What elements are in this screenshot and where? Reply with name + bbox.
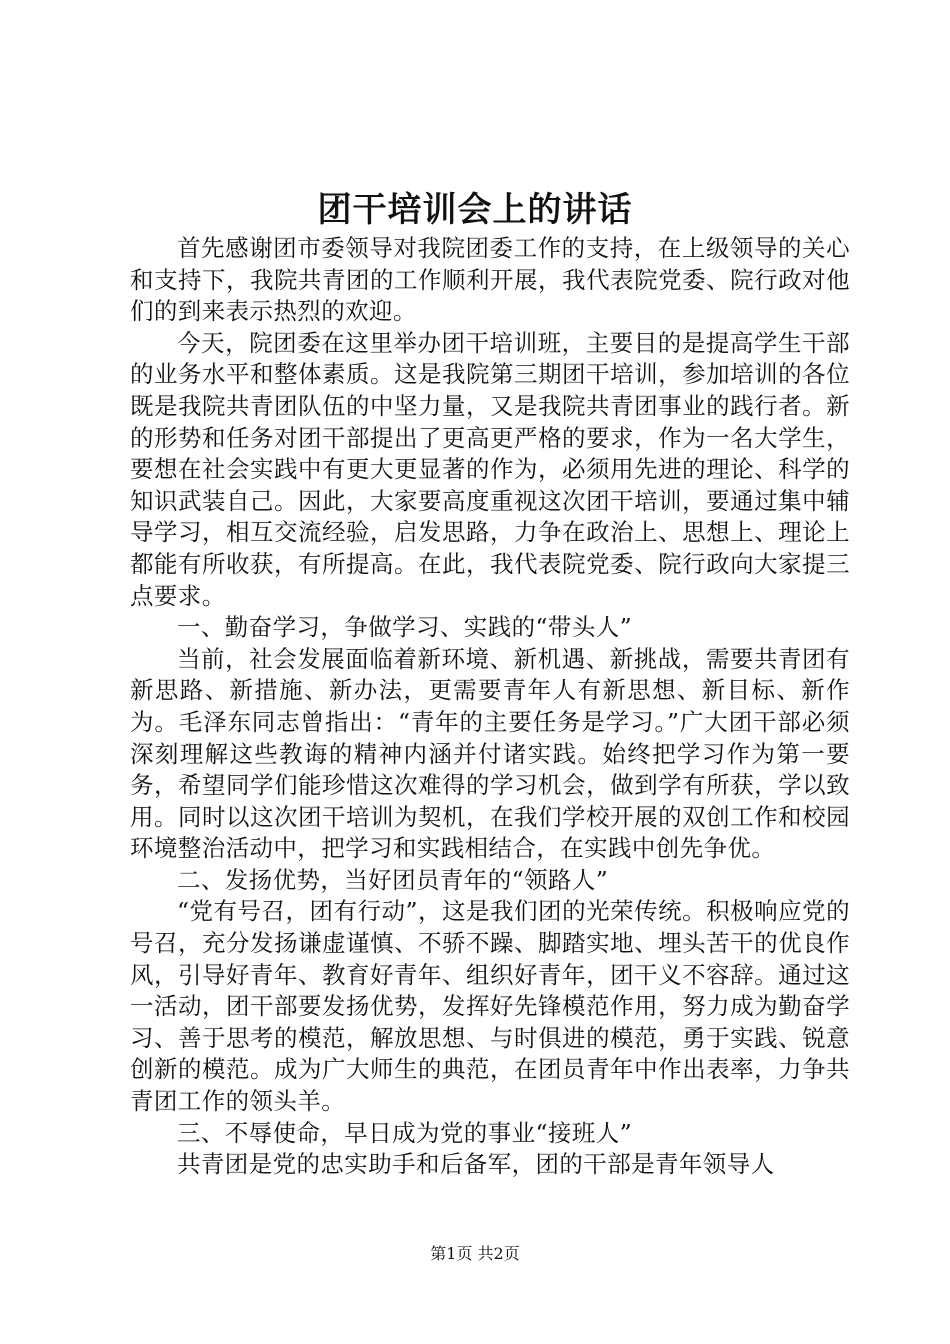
paragraph-intro: 首先感谢团市委领导对我院团委工作的支持，在上级领导的关心和支持下，我院共青团的工作顺利开展，我代表院党委、院行政对他们的到来表示热烈的欢迎。 — [130, 234, 850, 326]
paragraph-section-3: 共青团是党的忠实助手和后备军，团的干部是青年领导人 — [177, 1150, 775, 1179]
document-body — [130, 233, 850, 1181]
page-footer: 第1页 共2页 — [430, 1244, 520, 1263]
section-heading-2: 二、发扬优势，当好团员青年的“领路人” — [177, 865, 609, 894]
paragraph-purpose: 今天，院团委在这里举办团干培训班，主要目的是提高学生干部的业务水平和整体素质。这是我院第三期团干培训，参加培训的各位既是我院共青团队伍的中坚力量，又是我院共青团事业的践行者。新的形势和任务对团干部提出了更高更严格的要求，作为一名大学生，要想在社会实践中有更大更显著的作为，必须用先进的理论、科学的知识武装自己。因此，大家要高度重视这次团干培训，要通过集中辅导学习，相互交流经验，启发思路，力争在政治上、思想上、理论上都能有所收获，有所提高。在此，我代表院党委、院行政向大家提三点要求。 — [130, 328, 850, 610]
document-title: 团干培训会上的讲话 — [317, 190, 633, 230]
section-heading-3: 三、不辱使命，早日成为党的事业“接班人” — [177, 1118, 633, 1147]
paragraph-section-1: 当前，社会发展面临着新环境、新机遇、新挑战，需要共青团有新思路、新措施、新办法，更需要青年人有新思想、新目标、新作为。毛泽东同志曾指出：“青年的主要任务是学习。”广大团干部必须深刻理解这些教诲的精神内涵并付诸实践。始终把学习作为第一要务，希望同学们能珍惜这次难得的学习机会，做到学有所获，学以致用。同时以这次团干培训为契机，在我们学校开展的双创工作和校园环境整治活动中，把学习和实践相结合，在实践中创先争优。 — [130, 644, 850, 863]
paragraph-section-2: “党有号召，团有行动”，这是我们团的光荣传统。积极响应党的号召，充分发扬谦虚谨慎、不骄不躁、脚踏实地、埋头苦干的优良作风，引导好青年、教育好青年、组织好青年，团干义不容辞。通过这一活动，团干部要发扬优势，发挥好先锋模范作用，努力成为勤奋学习、善于思考的模范，解放思想、与时俱进的模范，勇于实践、锐意创新的模范。成为广大师生的典范，在团员青年中作出表率，力争共青团工作的领头羊。 — [130, 897, 850, 1116]
section-heading-1: 一、勤奋学习，争做学习、实践的“带头人” — [177, 613, 633, 642]
